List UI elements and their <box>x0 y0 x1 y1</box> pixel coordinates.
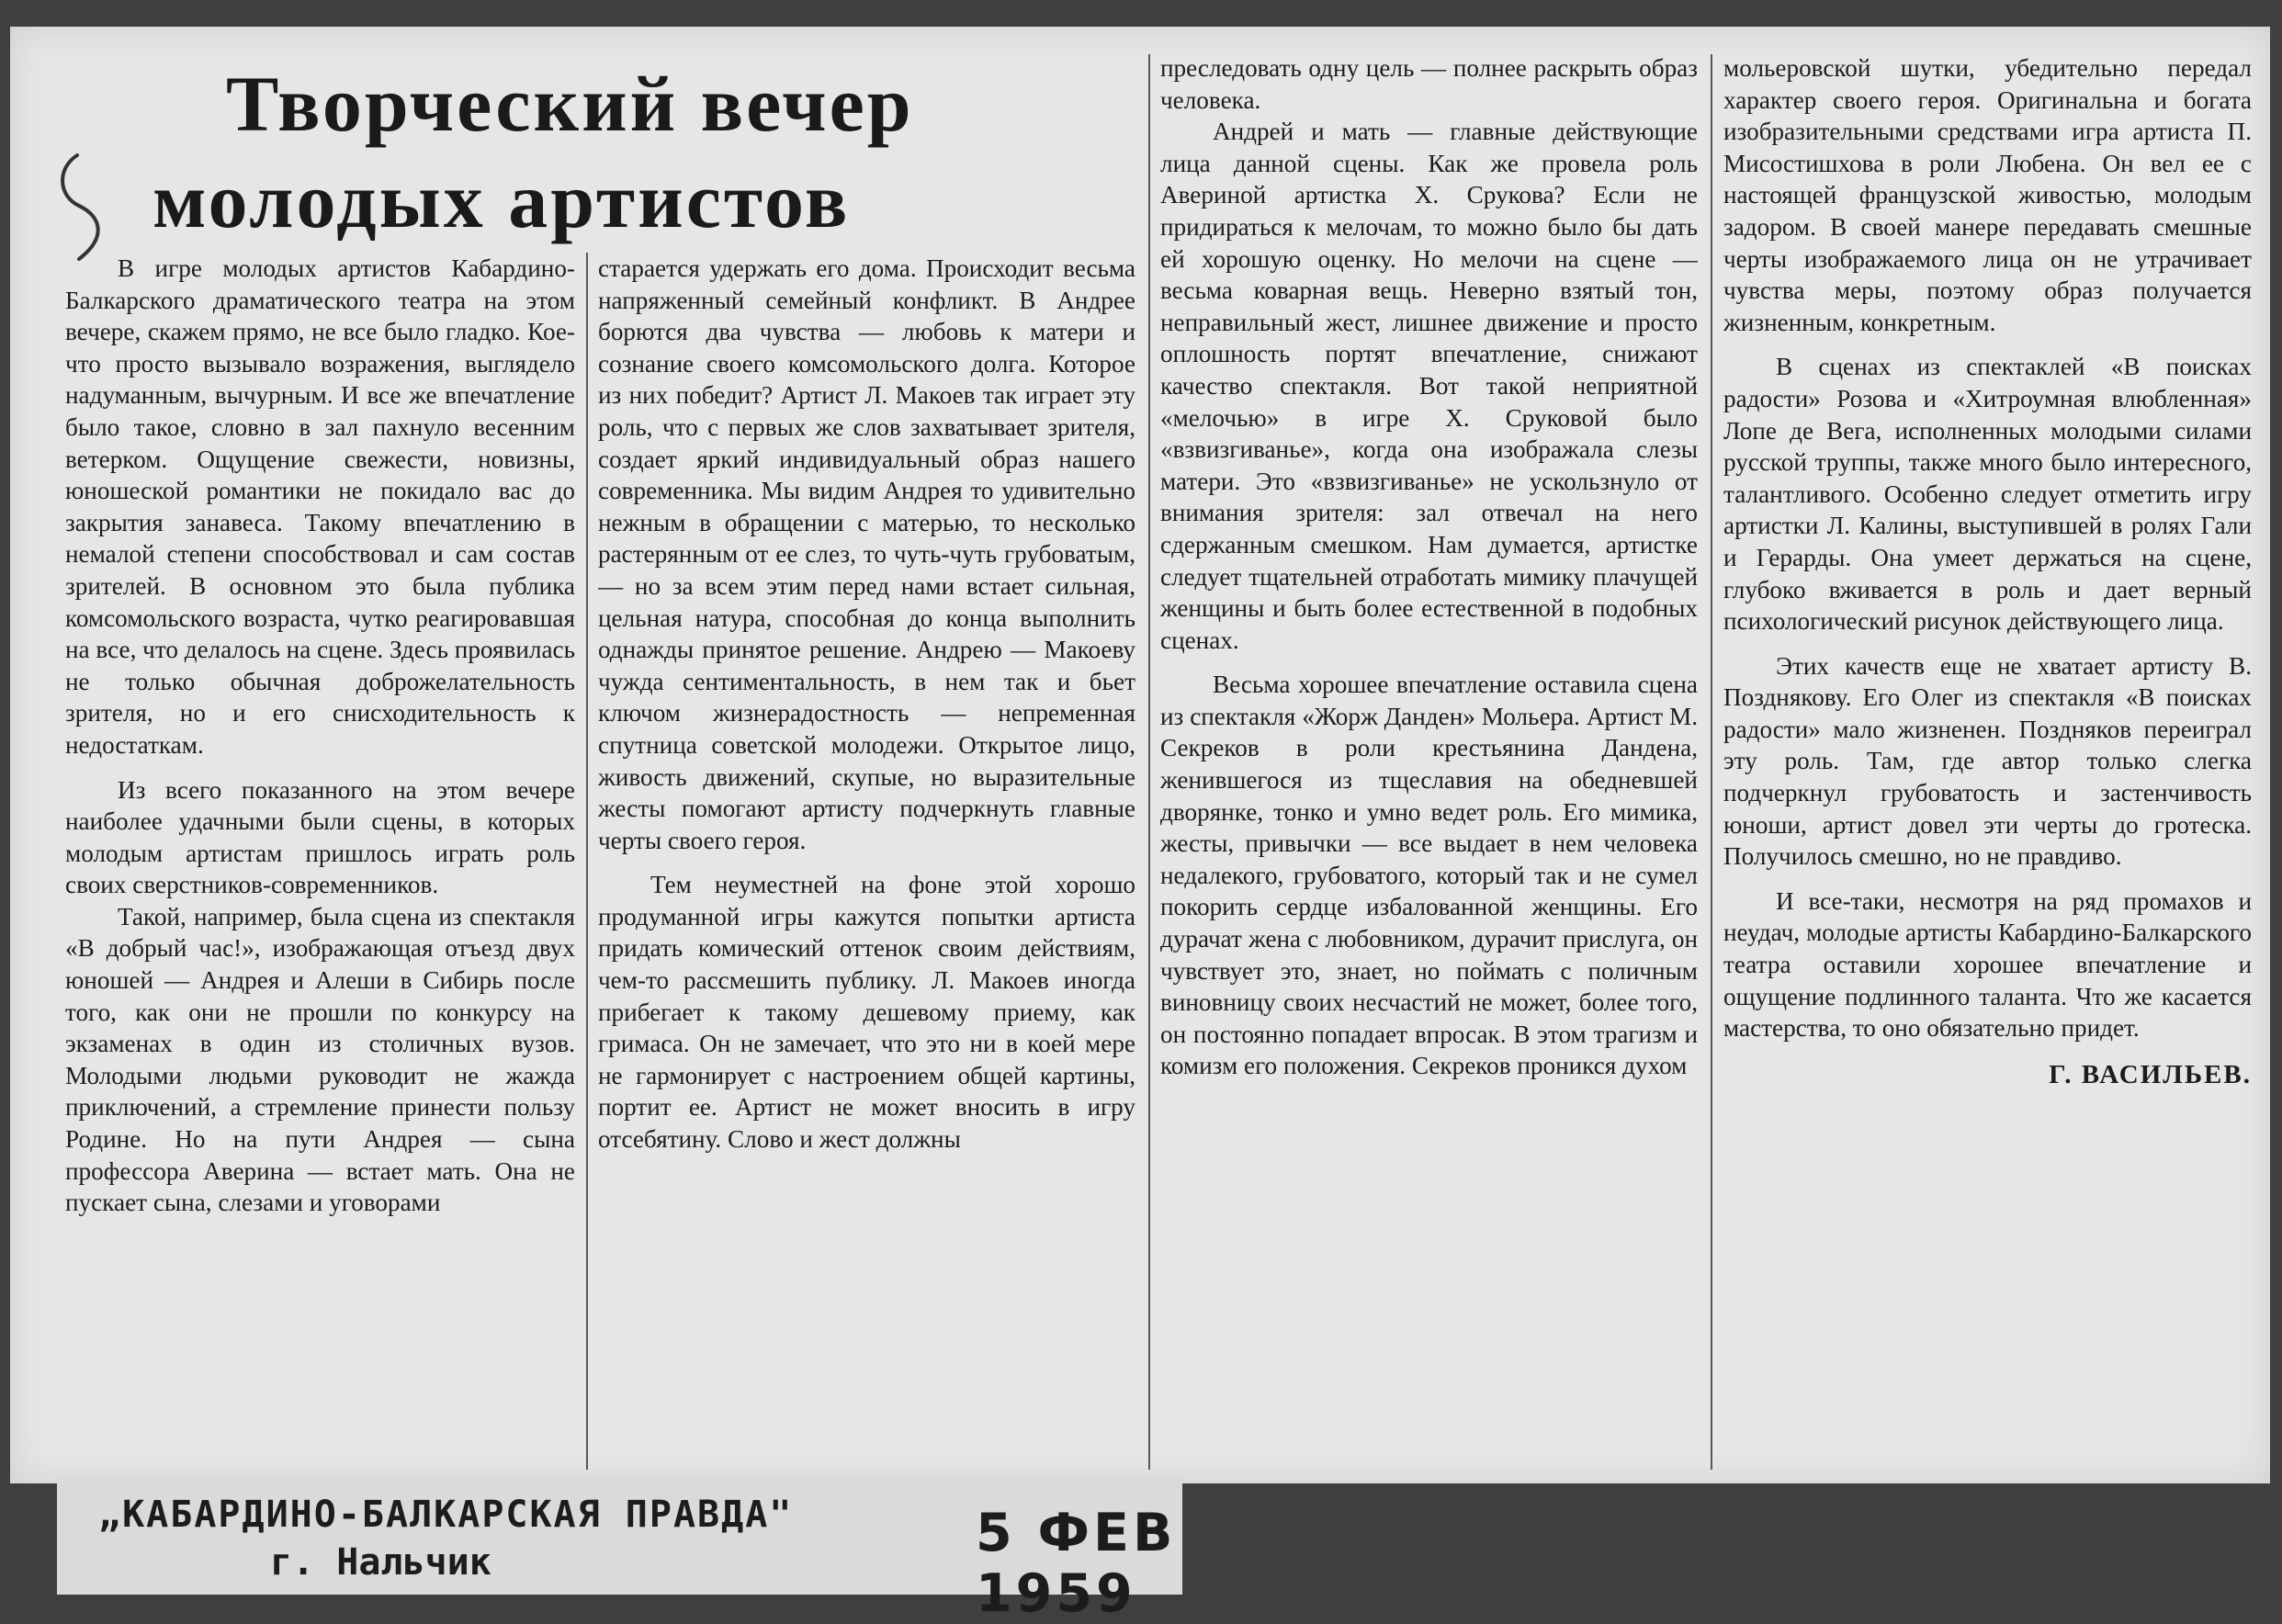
paragraph: Такой, например, была сцена из спектакля «В добрый час!», изображающая отъезд двух юношей — Андрея и Алеши в Сибирь после того, как они не прошли по конкурсу на экзаменах в один из столичных вузов. Молодыми людьми руководит не жажда приключений, а стремление принести пользу Родине. Но на пути Андрея — сына профессора Аверина — встает мать. Она не пускает сына, слезами и уговорами <box>65 902 575 1217</box>
paragraph: В сценах из спектаклей «В поисках радости» Розова и «Хитроумная влюбленная» Лопе де Вега, исполненных молодыми силами русской труппы, также много было интересного, талантливого. Особенно следует отметить игру артистки Л. Калины, выступившей в ролях Гали и Герарды. Она умеет держаться на сцене, глубоко вживается в роль и дает верный психологический рисунок действующего лица. <box>1723 353 2252 636</box>
city-name: г. Нальчик <box>270 1541 491 1584</box>
article-column-1 <box>65 253 575 1465</box>
newspaper-source-stamp <box>57 1477 1182 1624</box>
article-headline <box>153 58 1053 269</box>
paragraph: старается удержать его дома. Происходит весьма напряженный семейный конфликт. В Андрее борются два чувства — любовь к матери и сознание своего комсомольского долга. Которое из них победит? Артист Л. Макоев так играет эту роль, что с первых же слов захватывает зрителя, создает яркий индивидуальный образ нашего современника. Мы видим Андрея то удивительно нежным в обращении с матерью, то несколько растерянным от ее слез, то чуть-чуть грубоватым, — но за всем этим перед нами встает сильная, цельная натура, способная до конца выполнить однажды принятое решение. Андрею — Макоеву чужда сентиментальность, в нем так и бьет ключом жизнерадостность — непременная спутница советской молодежи. Открытое лицо, живость движений, скупые, но выразительные жесты помогают артисту подчеркнуть главные черты своего героя. <box>598 254 1135 854</box>
paragraph: Тем неуместней на фоне этой хорошо продуманной игры кажутся попытки артиста придать комический оттенок своим действиям, чем-то рассмешить публику. Л. Макоев иногда прибегает к такому дешевому приему, как гримаса. Он не замечает, что это ни в коей мере не гармонирует с настроением общей картины, портит ее. Артист не может вносить в игру отсебятину. Слово и жест должны <box>598 871 1135 1154</box>
column-divider <box>1148 54 1150 1470</box>
paragraph: В игре молодых артистов Кабардино-Балкарского драматического театра на этом вечере, скажем прямо, не все было гладко. Кое-что просто вызывало возражения, выглядело надуманным, вычурным. И все же впечатление было такое, словно в зал пахнуло весенним ветерком. Ощущение свежести, новизны, юношеской романтики не покидало вас до закрытия занавеса. Такому впечатлению в немалой степени способствовал и сам состав зрителей. В основном это была публика комсомольского возраста, чутко реагировавшая на все, что делалось на сцене. Здесь проявилась не только обычная доброжелательность зрителя, но и его снисходительность к недостаткам. <box>65 254 575 759</box>
paragraph: Из всего показанного на этом вечере наиболее удачными были сцены, в которых молодым артистам пришлось играть роль своих сверстников-современников. <box>65 775 575 899</box>
newspaper-name: „КАБАРДИНО-БАЛКАРСКАЯ ПРАВДА" <box>98 1494 794 1536</box>
paragraph: И все-таки, несмотря на ряд промахов и неудач, молодые артисты Кабардино-Балкарского театра оставили хорошее впечатление и ощущение подлинного таланта. Что же касается мастерства, то оно обязательно придет. <box>1723 886 2252 1043</box>
newspaper-clipping <box>10 27 2270 1483</box>
margin-pencil-mark <box>51 151 120 265</box>
paragraph: Андрей и мать — главные действующие лица данной сцены. Как же провела роль Авериной артистка Х. Срукова? Если не придираться к мелочам, то можно было бы дать ей хорошую оценку. Но мелочи на сцене — весьма коварная вещь. Неверно взятый тон, неправильный жест, лишнее движение и просто оплошность портят впечатление, снижают качество спектакля. Вот такой неприятной «мелочью» в игре Х. Сруковой было «взвизгиванье», когда она изображала слезы матери. Это «взвизгиванье» не ускользнуло от внимания зрителя: зал отвечал на него сдержанным смешком. Нам думается, артистке следует тщательней отработать мимику плачущей женщины и быть более естественной в подобных сценах. <box>1160 118 1698 654</box>
headline-line-2: молодых артистов <box>153 156 851 244</box>
article-column-2 <box>598 253 1135 1465</box>
publication-date: 5 ФЕВ 1959 <box>976 1503 1177 1624</box>
article-column-3 <box>1160 52 1698 1467</box>
author-signature: Г. ВАСИЛЬЕВ. <box>2049 1059 2252 1089</box>
article-column-4 <box>1723 52 2252 1467</box>
paragraph: Весьма хорошее впечатление оставила сцена из спектакля «Жорж Данден» Мольера. Артист М. Секреков в роли крестьянина Дандена, женившегося из тщеславия на обедневшей дворянке, тонко и умно ведет роль. Его мимика, жесты, привычки — все выдает в нем человека недалекого, грубоватого, который так и не сумел покорить сердце избалованной женщины. Его дурачат жена с любовником, дурачит прислуга, он чувствует это, знает, но поймать с поличным виновницу своих несчастий не может, более того, он постоянно попадает впросак. В этом трагизм и комизм его положения. Секреков проникся духом <box>1160 671 1698 1080</box>
headline-line-1: Творческий вечер <box>226 60 914 148</box>
column-divider <box>586 253 588 1470</box>
paragraph: преследовать одну цель — полнее раскрыть образ человека. <box>1160 54 1698 114</box>
paragraph: Этих качеств еще не хватает артисту В. Позднякову. Его Олег из спектакля «В поисках радости» мало жизненен. Поздняков переиграл эту роль. Там, где автор только слегка подчеркнул грубоватость и застенчивость юноши, артист довел эти черты до гротеска. Получилось смешно, но не правдиво. <box>1723 651 2252 871</box>
column-divider <box>1711 54 1712 1470</box>
paragraph: мольеровской шутки, убедительно передал характер своего героя. Оригинальна и богата изобразительными средствами игра артиста П. Мисостишхова в роли Любена. Он вел ее с настоящей французской живостью, молодым задором. В своей манере передавать смешные черты изображаемого лица он не утрачивает чувства меры, поэтому образ получается жизненным, конкретным. <box>1723 54 2252 336</box>
